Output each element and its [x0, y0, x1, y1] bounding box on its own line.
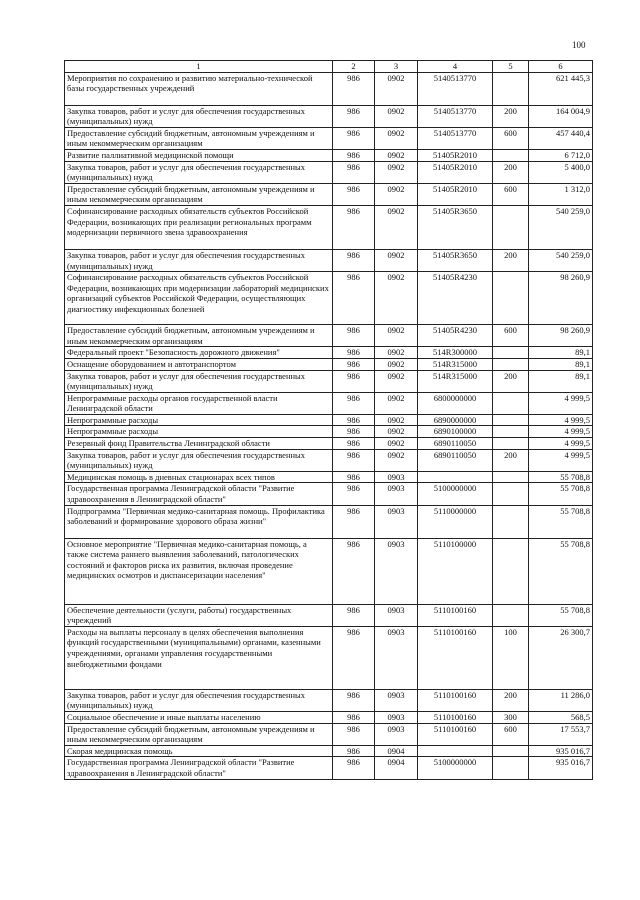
row-section-code: 0903: [375, 538, 418, 604]
row-section-code: 0903: [375, 483, 418, 505]
table-row: [65, 757, 593, 779]
row-expense-type: [493, 358, 529, 370]
row-expense-type: [493, 471, 529, 483]
table-row: [65, 483, 593, 505]
row-amount: 6 712,0: [529, 149, 593, 161]
table-row: [65, 745, 593, 757]
row-amount: 1 312,0: [529, 183, 593, 205]
row-gr-code: 986: [333, 757, 375, 779]
row-section-code: 0904: [375, 757, 418, 779]
row-expense-type: [493, 392, 529, 414]
row-amount: 935 016,7: [529, 745, 593, 757]
table-row: [65, 604, 593, 626]
row-amount: 4 999,5: [529, 449, 593, 471]
row-expense-type: 100: [493, 626, 529, 689]
row-section-code: 0902: [375, 127, 418, 149]
row-name: Расходы на выплаты персоналу в целях обеспечения выполнения функций государственными (муниципальными) органами, казенными учреждениями, органами управления государственными внебюджетными фондами: [65, 626, 333, 689]
row-target-code: 5110100160: [418, 712, 493, 724]
row-gr-code: 986: [333, 604, 375, 626]
page-number: 100: [572, 40, 586, 50]
row-section-code: 0903: [375, 626, 418, 689]
row-gr-code: 986: [333, 712, 375, 724]
row-section-code: 0902: [375, 358, 418, 370]
row-gr-code: 986: [333, 723, 375, 745]
table-row: [65, 347, 593, 359]
table-row: [65, 161, 593, 183]
row-gr-code: 986: [333, 358, 375, 370]
row-expense-type: 200: [493, 249, 529, 271]
row-name: Оснащение оборудованием и автотранспортом: [65, 358, 333, 370]
budget-table: [64, 60, 593, 780]
row-gr-code: 986: [333, 149, 375, 161]
row-gr-code: 986: [333, 161, 375, 183]
row-target-code: 5140513770: [418, 105, 493, 127]
row-expense-type: 200: [493, 449, 529, 471]
header-col-1: 1: [65, 61, 333, 73]
row-gr-code: 986: [333, 689, 375, 711]
row-amount: 55 708,8: [529, 538, 593, 604]
table-row: [65, 626, 593, 689]
row-amount: 89,1: [529, 347, 593, 359]
row-expense-type: [493, 745, 529, 757]
row-expense-type: [493, 205, 529, 249]
row-target-code: 5100000000: [418, 757, 493, 779]
row-gr-code: 986: [333, 325, 375, 347]
row-amount: 164 004,9: [529, 105, 593, 127]
row-section-code: 0902: [375, 72, 418, 105]
row-amount: 55 708,8: [529, 471, 593, 483]
table-row: [65, 438, 593, 450]
row-amount: 540 259,0: [529, 249, 593, 271]
row-expense-type: [493, 414, 529, 426]
row-amount: 55 708,8: [529, 505, 593, 538]
row-section-code: 0903: [375, 604, 418, 626]
row-section-code: 0902: [375, 149, 418, 161]
row-gr-code: 986: [333, 449, 375, 471]
row-target-code: 51405R3650: [418, 249, 493, 271]
row-expense-type: [493, 505, 529, 538]
table-row: [65, 249, 593, 271]
table-row: [65, 712, 593, 724]
row-gr-code: 986: [333, 626, 375, 689]
table-row: [65, 272, 593, 325]
table-row: [65, 505, 593, 538]
row-gr-code: 986: [333, 272, 375, 325]
row-section-code: 0902: [375, 249, 418, 271]
row-section-code: 0902: [375, 449, 418, 471]
row-amount: 98 260,9: [529, 325, 593, 347]
row-name: Закупка товаров, работ и услуг для обеспечения государственных (муниципальных) нужд: [65, 105, 333, 127]
row-target-code: 5100000000: [418, 483, 493, 505]
table-row: [65, 127, 593, 149]
row-expense-type: [493, 538, 529, 604]
row-target-code: [418, 745, 493, 757]
row-expense-type: [493, 149, 529, 161]
row-target-code: 6800000000: [418, 392, 493, 414]
table-row: [65, 449, 593, 471]
header-col-5: 5: [493, 61, 529, 73]
row-target-code: 6890110050: [418, 449, 493, 471]
row-amount: 568,5: [529, 712, 593, 724]
table-row: [65, 370, 593, 392]
row-name: Скорая медицинская помощь: [65, 745, 333, 757]
row-expense-type: 200: [493, 105, 529, 127]
row-section-code: 0903: [375, 723, 418, 745]
table-row: [65, 149, 593, 161]
row-name: Софинансирование расходных обязательств субъектов Российской Федерации, возникающих при модернизации лабораторий медицинских организаций субъектов Российской Федерации, осуществляющих диагностику инфекционных болезней: [65, 272, 333, 325]
row-target-code: 5110100160: [418, 689, 493, 711]
row-gr-code: 986: [333, 370, 375, 392]
row-name: Закупка товаров, работ и услуг для обеспечения государственных (муниципальных) нужд: [65, 370, 333, 392]
row-name: Непрограммные расходы: [65, 414, 333, 426]
table-row: [65, 183, 593, 205]
row-section-code: 0902: [375, 272, 418, 325]
row-target-code: 5140513770: [418, 127, 493, 149]
row-section-code: 0902: [375, 426, 418, 438]
row-amount: 55 708,8: [529, 483, 593, 505]
table-row: [65, 358, 593, 370]
row-gr-code: 986: [333, 471, 375, 483]
row-expense-type: 600: [493, 183, 529, 205]
table-row: [65, 72, 593, 105]
row-gr-code: 986: [333, 105, 375, 127]
row-name: Предоставление субсидий бюджетным, автономным учреждениям и иным некоммерческим организациям: [65, 183, 333, 205]
table-row: [65, 538, 593, 604]
row-name: Резервный фонд Правительства Ленинградской области: [65, 438, 333, 450]
row-gr-code: 986: [333, 392, 375, 414]
row-gr-code: 986: [333, 249, 375, 271]
row-name: Развитие паллиативной медицинской помощи: [65, 149, 333, 161]
row-section-code: 0904: [375, 745, 418, 757]
row-section-code: 0902: [375, 325, 418, 347]
row-expense-type: [493, 272, 529, 325]
row-section-code: 0902: [375, 183, 418, 205]
row-target-code: 51405R4230: [418, 272, 493, 325]
row-name: Закупка товаров, работ и услуг для обеспечения государственных (муниципальных) нужд: [65, 689, 333, 711]
row-name: Государственная программа Ленинградской области "Развитие здравоохранения в Ленинградской области": [65, 483, 333, 505]
row-section-code: 0902: [375, 161, 418, 183]
row-expense-type: 600: [493, 723, 529, 745]
header-col-4: 4: [418, 61, 493, 73]
row-name: Закупка товаров, работ и услуг для обеспечения государственных (муниципальных) нужд: [65, 161, 333, 183]
row-target-code: 5110100160: [418, 604, 493, 626]
row-target-code: 5110100160: [418, 626, 493, 689]
row-name: Предоставление субсидий бюджетным, автономным учреждениям и иным некоммерческим организациям: [65, 723, 333, 745]
row-amount: 89,1: [529, 370, 593, 392]
row-section-code: 0902: [375, 414, 418, 426]
row-name: Федеральный проект "Безопасность дорожного движения": [65, 347, 333, 359]
row-amount: 4 999,5: [529, 426, 593, 438]
row-section-code: 0902: [375, 105, 418, 127]
row-target-code: 6890100000: [418, 426, 493, 438]
row-gr-code: 986: [333, 505, 375, 538]
row-amount: 55 708,8: [529, 604, 593, 626]
row-expense-type: 300: [493, 712, 529, 724]
row-name: Непрограммные расходы органов государственной власти Ленинградской области: [65, 392, 333, 414]
table-row: [65, 426, 593, 438]
row-gr-code: 986: [333, 205, 375, 249]
row-section-code: 0902: [375, 438, 418, 450]
row-gr-code: 986: [333, 183, 375, 205]
row-target-code: 51405R2010: [418, 149, 493, 161]
row-section-code: 0903: [375, 689, 418, 711]
row-target-code: 514R315000: [418, 358, 493, 370]
row-target-code: 6890110050: [418, 438, 493, 450]
row-name: Подпрограмма "Первичная медико-санитарная помощь. Профилактика заболеваний и формирование здорового образа жизни": [65, 505, 333, 538]
row-gr-code: 986: [333, 414, 375, 426]
row-expense-type: 600: [493, 325, 529, 347]
header-col-6: 6: [529, 61, 593, 73]
row-gr-code: 986: [333, 347, 375, 359]
row-expense-type: [493, 483, 529, 505]
row-amount: 98 260,9: [529, 272, 593, 325]
row-amount: 5 400,0: [529, 161, 593, 183]
row-target-code: 5140513770: [418, 72, 493, 105]
row-amount: 26 300,7: [529, 626, 593, 689]
row-name: Государственная программа Ленинградской области "Развитие здравоохранения в Ленинградской области": [65, 757, 333, 779]
row-expense-type: 600: [493, 127, 529, 149]
row-name: Социальное обеспечение и иные выплаты населению: [65, 712, 333, 724]
row-target-code: 51405R2010: [418, 161, 493, 183]
table-row: [65, 689, 593, 711]
row-name: Основное мероприятие "Первичная медико-санитарная помощь, а также система раннего выявления заболеваний, патологических состояний и факторов риска их развития, включая проведение медицинских осмотров и диспансеризации населения": [65, 538, 333, 604]
table-row: [65, 414, 593, 426]
row-expense-type: [493, 72, 529, 105]
row-gr-code: 986: [333, 438, 375, 450]
row-section-code: 0902: [375, 392, 418, 414]
row-amount: 621 445,3: [529, 72, 593, 105]
row-target-code: 6890000000: [418, 414, 493, 426]
row-gr-code: 986: [333, 127, 375, 149]
row-name: Софинансирование расходных обязательств субъектов Российской Федерации, возникающих при реализации региональных программ модернизации первичного звена здравоохранения: [65, 205, 333, 249]
header-col-2: 2: [333, 61, 375, 73]
row-expense-type: 200: [493, 370, 529, 392]
row-section-code: 0903: [375, 712, 418, 724]
table-row: [65, 105, 593, 127]
row-name: Предоставление субсидий бюджетным, автономным учреждениям и иным некоммерческим организациям: [65, 325, 333, 347]
row-gr-code: 986: [333, 426, 375, 438]
row-target-code: 51405R2010: [418, 183, 493, 205]
row-expense-type: 200: [493, 689, 529, 711]
row-section-code: 0902: [375, 347, 418, 359]
row-expense-type: [493, 347, 529, 359]
row-expense-type: [493, 426, 529, 438]
row-target-code: 514R300000: [418, 347, 493, 359]
table-row: [65, 205, 593, 249]
row-amount: 89,1: [529, 358, 593, 370]
row-expense-type: 200: [493, 161, 529, 183]
row-name: Закупка товаров, работ и услуг для обеспечения государственных (муниципальных) нужд: [65, 449, 333, 471]
row-amount: 17 553,7: [529, 723, 593, 745]
table-row: [65, 325, 593, 347]
row-amount: 4 999,5: [529, 414, 593, 426]
row-target-code: 5110000000: [418, 505, 493, 538]
row-expense-type: [493, 757, 529, 779]
row-amount: 4 999,5: [529, 438, 593, 450]
row-amount: 935 016,7: [529, 757, 593, 779]
row-expense-type: [493, 604, 529, 626]
row-amount: 11 286,0: [529, 689, 593, 711]
row-section-code: 0903: [375, 505, 418, 538]
row-name: Обеспечение деятельности (услуги, работы) государственных учреждений: [65, 604, 333, 626]
row-gr-code: 986: [333, 72, 375, 105]
row-gr-code: 986: [333, 483, 375, 505]
row-target-code: 51405R3650: [418, 205, 493, 249]
row-section-code: 0902: [375, 205, 418, 249]
row-section-code: 0902: [375, 370, 418, 392]
row-name: Медицинская помощь в дневных стационарах всех типов: [65, 471, 333, 483]
row-expense-type: [493, 438, 529, 450]
table-row: [65, 392, 593, 414]
row-amount: 540 259,0: [529, 205, 593, 249]
table-row: [65, 471, 593, 483]
header-row: [65, 61, 593, 73]
row-target-code: 51405R4230: [418, 325, 493, 347]
row-target-code: [418, 471, 493, 483]
row-amount: 4 999,5: [529, 392, 593, 414]
row-section-code: 0903: [375, 471, 418, 483]
table-row: [65, 723, 593, 745]
header-col-3: 3: [375, 61, 418, 73]
row-name: Непрограммные расходы: [65, 426, 333, 438]
row-target-code: 5110100160: [418, 723, 493, 745]
row-target-code: 5110100000: [418, 538, 493, 604]
row-gr-code: 986: [333, 745, 375, 757]
row-name: Мероприятия по сохранению и развитию материально-технической базы государственных учреждений: [65, 72, 333, 105]
row-name: Предоставление субсидий бюджетным, автономным учреждениям и иным некоммерческим организациям: [65, 127, 333, 149]
row-name: Закупка товаров, работ и услуг для обеспечения государственных (муниципальных) нужд: [65, 249, 333, 271]
row-gr-code: 986: [333, 538, 375, 604]
row-target-code: 514R315000: [418, 370, 493, 392]
row-amount: 457 440,4: [529, 127, 593, 149]
